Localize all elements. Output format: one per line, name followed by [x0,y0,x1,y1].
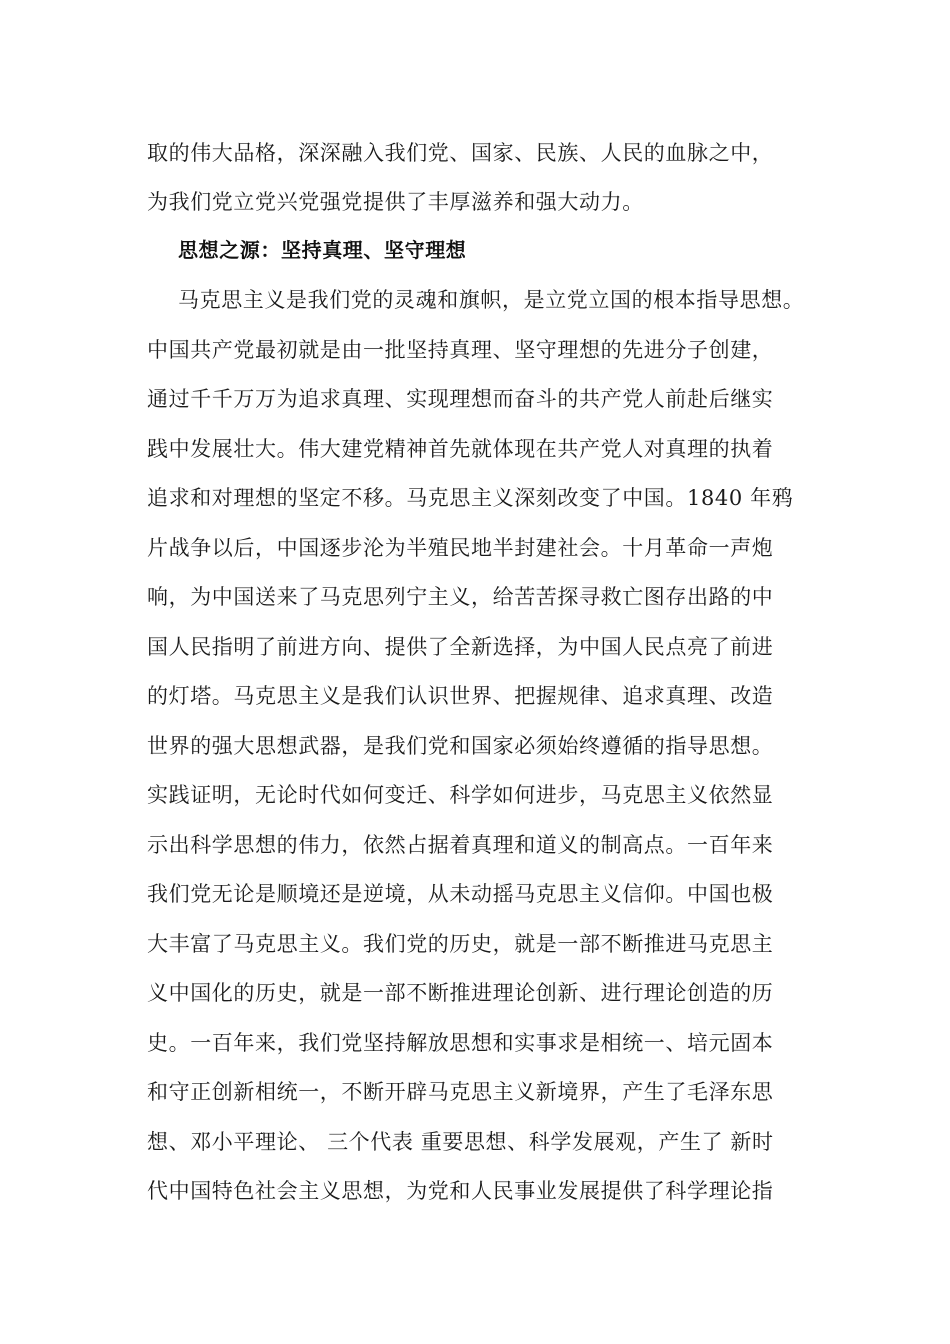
text-line: 追求和对理想的坚定不移。马克思主义深刻改变了中国。1840 年鸦 [147,486,794,510]
text-line: 取的伟大品格，深深融入我们党、国家、民族、人民的血脉之中， [147,141,774,165]
text-line: 大丰富了马克思主义。我们党的历史，就是一部不断推进马克思主 [147,932,774,956]
text-line: 和守正创新相统一，不断开辟马克思主义新境界，产生了毛泽东思 [147,1080,774,1104]
text-line: 世界的强大思想武器，是我们党和国家必须始终遵循的指导思想。 [147,734,774,758]
text-line: 代中国特色社会主义思想，为党和人民事业发展提供了科学理论指 [147,1179,774,1203]
text-line: 响，为中国送来了马克思列宁主义，给苦苦探寻救亡图存出路的中 [147,585,774,609]
text-line: 示出科学思想的伟力，依然占据着真理和道义的制高点。一百年来 [147,833,774,857]
text-line: 义中国化的历史，就是一部不断推进理论创新、进行理论创造的历 [147,981,774,1005]
text-line: 通过千千万万为追求真理、实现理想而奋斗的共产党人前赴后继实 [147,387,774,411]
paragraph-first-line: 马克思主义是我们党的灵魂和旗帜，是立党立国的根本指导思想。 [178,288,805,312]
text-line: 中国共产党最初就是由一批坚持真理、坚守理想的先进分子创建， [147,338,774,362]
text-line: 我们党无论是顺境还是逆境，从未动摇马克思主义信仰。中国也极 [147,882,774,906]
text-line: 践中发展壮大。伟大建党精神首先就体现在共产党人对真理的执着 [147,437,774,461]
text-line: 为我们党立党兴党强党提供了丰厚滋养和强大动力。 [147,190,644,214]
text-line: 的灯塔。马克思主义是我们认识世界、把握规律、追求真理、改造 [147,684,774,708]
text-line: 想、邓小平理论、 三个代表 重要思想、科学发展观，产生了 新时 [147,1130,774,1154]
text-line: 国人民指明了前进方向、提供了全新选择，为中国人民点亮了前进 [147,635,774,659]
text-line: 片战争以后，中国逐步沦为半殖民地半封建社会。十月革命一声炮 [147,536,774,560]
section-heading: 思想之源：坚持真理、坚守理想 [178,238,467,262]
text-line: 实践证明，无论时代如何变迁、科学如何进步，马克思主义依然显 [147,783,774,807]
text-line: 史。一百年来，我们党坚持解放思想和实事求是相统一、培元固本 [147,1031,774,1055]
